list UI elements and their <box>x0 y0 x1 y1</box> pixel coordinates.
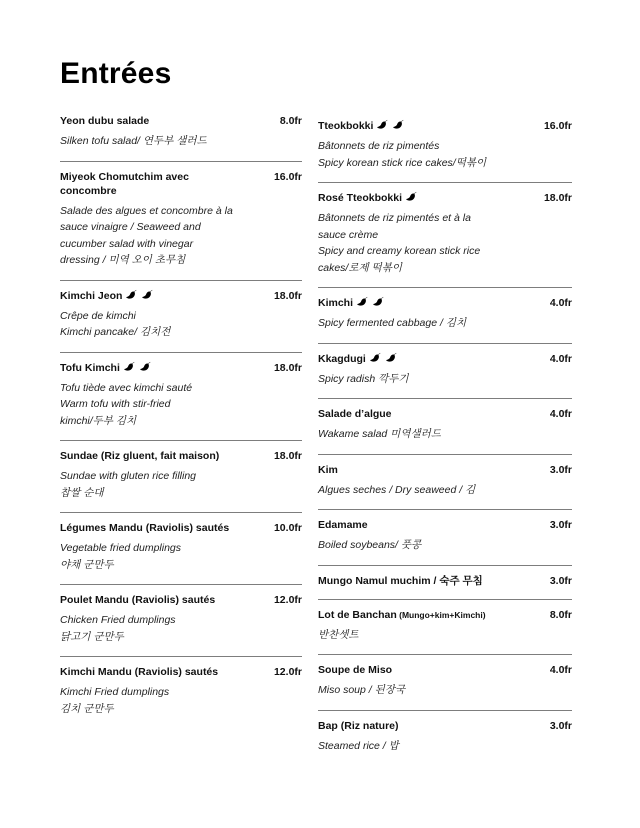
item-name <box>318 719 399 733</box>
item-name-text: Légumes Mandu (Raviolis) sautés <box>60 522 230 534</box>
item-header-row <box>318 574 572 588</box>
item-name-text: Sundae (Riz gluent, fait maison) <box>60 450 220 462</box>
item-name-text: Salade d’algue <box>318 408 392 420</box>
item-name <box>318 407 392 421</box>
menu-item <box>318 566 572 600</box>
item-name-text: Tofu Kimchi <box>60 361 120 374</box>
item-description-line: Steamed rice / 밥 <box>318 739 399 752</box>
item-name <box>318 663 392 677</box>
item-price: 3.0fr <box>549 574 572 587</box>
item-name <box>60 361 152 375</box>
item-description-line: 찹쌀 순대 <box>60 486 104 499</box>
item-price: 18.0fr <box>273 450 302 462</box>
item-description <box>318 738 572 755</box>
item-name-text: Soupe de Miso <box>318 664 393 676</box>
menu-item <box>318 655 572 711</box>
item-description-line: Boiled soybeans/ 풋콩 <box>318 539 422 551</box>
item-header-row <box>318 719 572 733</box>
menu-item <box>60 441 302 513</box>
item-header-row <box>318 463 572 477</box>
item-header-row <box>60 114 302 128</box>
item-name <box>318 119 405 133</box>
menu-item <box>318 111 572 183</box>
item-header-row <box>318 518 572 532</box>
item-name-text: Edamame <box>318 519 368 531</box>
item-price: 4.0fr <box>549 297 572 309</box>
menu-item <box>318 600 572 656</box>
item-name <box>318 608 486 622</box>
item-price: 16.0fr <box>543 120 572 132</box>
item-description <box>318 210 572 276</box>
item-header-row <box>318 352 572 366</box>
item-description <box>60 308 302 341</box>
item-name-text: Kkagdugi <box>318 352 366 365</box>
chili-pepper-icon <box>385 352 398 364</box>
item-price: 18.0fr <box>273 361 302 374</box>
chili-pepper-icon <box>125 289 138 301</box>
item-description-line: Salade des algues et concombre à la <box>60 204 233 217</box>
item-name-text: Kim <box>318 463 338 476</box>
item-name-text: Yeon dubu salade <box>60 115 150 127</box>
item-description <box>60 684 302 717</box>
item-name-text: Kimchi Jeon <box>60 289 123 302</box>
menu-item <box>60 106 302 162</box>
item-name-text: Mungo Namul muchim / 숙주 무침 <box>318 574 483 587</box>
page-title: Entrées <box>60 57 172 90</box>
item-price: 3.0fr <box>549 463 572 476</box>
item-name <box>60 170 189 198</box>
item-description <box>318 426 572 443</box>
item-price: 4.0fr <box>549 408 572 420</box>
item-description-line: dressing / 미역 오이 초무침 <box>60 254 186 266</box>
item-header-row <box>60 170 302 198</box>
chili-pepper-icon <box>123 361 136 373</box>
menu-column-right <box>318 106 572 765</box>
item-description-line: Crêpe de kimchi <box>60 309 136 322</box>
item-description <box>318 682 572 699</box>
item-header-row <box>60 449 302 463</box>
chili-pepper-icon <box>356 296 369 308</box>
item-spiciness <box>366 353 398 365</box>
item-name <box>318 296 385 310</box>
item-description-line: Chicken Fried dumplings <box>60 614 176 626</box>
item-spiciness <box>402 192 418 204</box>
item-description <box>318 138 572 171</box>
chili-pepper-icon <box>141 289 154 301</box>
chili-pepper-icon <box>369 352 382 364</box>
item-name-note: (Mungo+kim+Kimchi) <box>396 609 486 620</box>
menu-column-left <box>60 106 302 765</box>
item-header-row <box>60 361 302 375</box>
item-spiciness <box>122 290 154 302</box>
item-description-line: Spicy radish 깍두기 <box>318 372 409 385</box>
item-header-row <box>318 608 572 622</box>
item-description <box>318 315 572 332</box>
item-description-line: Bâtonnets de riz pimentés <box>318 140 440 152</box>
item-description-line: Silken tofu salad/ 연두부 샐러드 <box>60 135 207 147</box>
item-name <box>60 593 215 607</box>
menu-item <box>60 281 302 353</box>
item-description-line: Kimchi Fried dumplings <box>60 686 170 698</box>
item-description-line: 반찬셋트 <box>318 628 359 641</box>
item-description-line: sauce vinaigre / Seaweed and <box>60 221 201 233</box>
item-description-line: Sundae with gluten rice filling <box>60 470 196 482</box>
item-name-text: Lot de Banchan <box>318 608 397 621</box>
chili-pepper-icon <box>405 191 418 203</box>
item-description-line: 닭고기 군만두 <box>60 630 124 643</box>
item-name <box>60 521 229 535</box>
item-description <box>318 371 572 388</box>
item-header-row <box>318 296 572 310</box>
item-price: 18.0fr <box>273 289 302 302</box>
item-description <box>318 537 572 554</box>
item-description <box>60 380 302 430</box>
item-description-line: kimchi/두부 김치 <box>60 414 137 427</box>
item-description-line: Spicy fermented cabbage / 김치 <box>318 317 467 329</box>
item-description-line: Miso soup / 된장국 <box>318 684 406 696</box>
item-price: 4.0fr <box>549 664 572 676</box>
item-header-row <box>318 407 572 421</box>
menu-item <box>60 585 302 657</box>
item-price: 3.0fr <box>549 519 572 531</box>
item-description-line: Spicy and creamy korean stick rice <box>318 245 481 257</box>
item-description-line: sauce crème <box>318 228 379 241</box>
menu-item <box>318 183 572 288</box>
item-name-text: Poulet Mandu (Raviolis) sautés <box>60 594 216 606</box>
item-name <box>60 449 219 463</box>
menu-item <box>60 162 302 281</box>
item-spiciness <box>373 120 405 132</box>
menu-item <box>318 288 572 344</box>
item-description-line: Warm tofu with stir-fried <box>60 398 171 410</box>
item-name-text: Miyeok Chomutchim avec concombre <box>60 170 189 197</box>
item-description-line: 김치 군만두 <box>60 702 114 715</box>
menu-item <box>318 455 572 511</box>
item-description-line: 야채 군만두 <box>60 558 114 571</box>
menu-item <box>318 399 572 455</box>
item-price: 8.0fr <box>279 115 302 127</box>
item-price: 4.0fr <box>549 352 572 365</box>
item-name-text: Bap (Riz nature) <box>318 719 399 732</box>
menu-item <box>60 513 302 585</box>
item-description <box>60 540 302 573</box>
item-name <box>318 352 398 366</box>
menu-item <box>318 510 572 566</box>
chili-pepper-icon <box>139 361 152 373</box>
item-description <box>318 627 572 644</box>
chili-pepper-icon <box>376 119 389 131</box>
menu-item <box>318 344 572 400</box>
item-name <box>318 191 418 205</box>
menu-item <box>60 657 302 728</box>
item-name <box>60 289 154 303</box>
menu-columns <box>60 106 640 765</box>
item-price: 8.0fr <box>549 608 572 621</box>
item-price: 16.0fr <box>273 170 302 183</box>
item-header-row <box>60 521 302 535</box>
chili-pepper-icon <box>372 296 385 308</box>
item-description <box>60 612 302 645</box>
item-price: 10.0fr <box>273 522 302 534</box>
item-header-row <box>318 663 572 677</box>
item-name <box>318 463 338 477</box>
item-name-text: Rosé Tteokbokki <box>318 192 403 204</box>
item-description <box>60 203 302 269</box>
item-spiciness <box>353 297 385 309</box>
item-header-row <box>60 289 302 303</box>
item-name <box>60 114 149 128</box>
item-name <box>318 574 483 588</box>
item-description-line: Tofu tiède avec kimchi sauté <box>60 381 193 394</box>
item-header-row <box>318 191 572 205</box>
item-header-row <box>318 119 572 133</box>
item-description <box>60 468 302 501</box>
item-name-text: Kimchi <box>318 297 354 309</box>
menu-item <box>60 353 302 442</box>
item-description-line: Kimchi pancake/ 김치전 <box>60 326 171 338</box>
item-price: 3.0fr <box>549 719 572 732</box>
item-description-line: cucumber salad with vinegar <box>60 237 194 250</box>
item-name-text: Kimchi Mandu (Raviolis) sautés <box>60 666 219 678</box>
item-description-line: Wakame salad 미역샐러드 <box>318 428 441 440</box>
item-header-row <box>60 593 302 607</box>
item-description <box>60 133 302 150</box>
item-name <box>318 518 368 532</box>
item-price: 12.0fr <box>273 594 302 606</box>
menu-item <box>318 711 572 766</box>
item-name <box>60 665 218 679</box>
item-description-line: Algues seches / Dry seaweed / 김 <box>318 483 476 496</box>
item-description-line: Bâtonnets de riz pimentés et à la <box>318 212 471 224</box>
item-price: 18.0fr <box>543 192 572 204</box>
item-description-line: cakes/로제 떡볶이 <box>318 261 402 274</box>
item-name-text: Tteokbokki <box>318 120 374 132</box>
item-description-line: Spicy korean stick rice cakes/떡볶이 <box>318 156 487 169</box>
item-header-row <box>60 665 302 679</box>
item-spiciness <box>120 362 152 374</box>
item-description-line: Vegetable fried dumplings <box>60 542 182 554</box>
item-description <box>318 482 572 499</box>
item-price: 12.0fr <box>273 666 302 678</box>
chili-pepper-icon <box>392 119 405 131</box>
